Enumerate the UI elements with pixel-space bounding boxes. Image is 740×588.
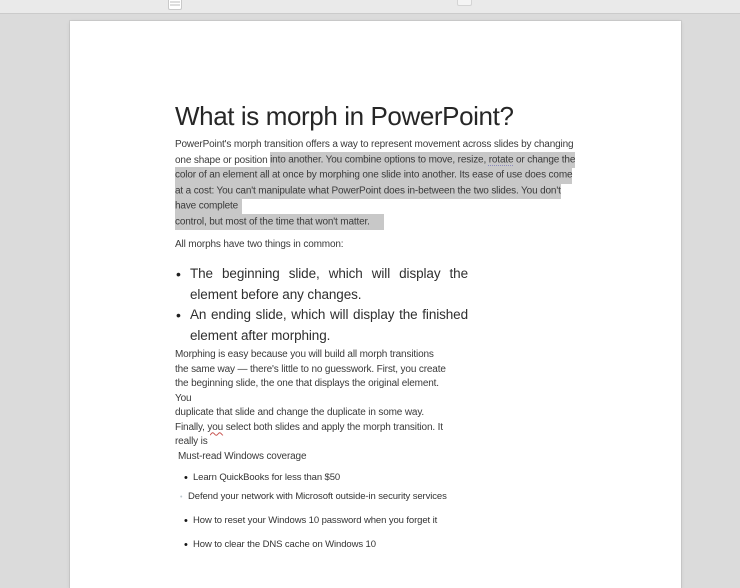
paragraph-line: duplicate that slide and change the duplicate in some way. xyxy=(175,407,425,418)
article-title: How to clear the DNS cache on Windows 10 xyxy=(193,539,376,550)
toolbar-fragment-line xyxy=(170,1,180,3)
selected-text-part: into another. You combine options to move, resize, xyxy=(270,154,489,166)
top-toolbar-strip xyxy=(0,0,740,14)
toolbar-fragment-icon-left[interactable] xyxy=(168,0,182,10)
intro-line xyxy=(175,153,575,169)
paragraph-text: select both slides and apply the morph transition. It xyxy=(223,421,443,433)
paragraph-line: Morphing is easy because you will build all morph transitions xyxy=(175,349,434,360)
spellcheck-underlined-word: you xyxy=(207,421,224,433)
intro-line xyxy=(175,137,575,153)
document-page[interactable] xyxy=(70,21,681,588)
intro-line xyxy=(175,199,575,215)
selected-text: color of an element all at once by morphing one slide into another. Its ease of use does come xyxy=(175,167,572,183)
selected-text-part: or change the xyxy=(513,154,576,166)
paragraph-text: Finally, xyxy=(175,421,208,433)
toolbar-fragment-line xyxy=(170,4,180,6)
intro-line xyxy=(175,168,575,184)
selected-text: control, but most of the time that won't matter. xyxy=(175,214,384,230)
paragraph-line xyxy=(175,421,446,436)
document-title: What is morph in PowerPoint? xyxy=(175,101,514,131)
bullet-icon: • xyxy=(184,515,188,527)
key-point-text: The beginning slide, which will display the element before any changes. xyxy=(190,266,468,302)
must-read-heading: Must-read Windows coverage xyxy=(178,450,307,462)
list-item xyxy=(176,264,468,305)
bullet-icon: • xyxy=(180,494,183,501)
article-title: Defend your network with Microsoft outside-in security services xyxy=(188,491,447,502)
paragraph-line: the same way — there's little to no guesswork. First, you create xyxy=(175,363,446,375)
intro-line xyxy=(175,184,575,200)
list-item xyxy=(176,305,468,346)
common-intro-line: All morphs have two things in common: xyxy=(175,239,344,250)
intro-text: PowerPoint's morph transition offers a way to represent movement across slides by changing xyxy=(175,139,574,150)
bullet-icon: • xyxy=(184,539,188,551)
list-item xyxy=(175,514,437,528)
bullet-icon: • xyxy=(184,472,188,484)
paragraph-line: really is xyxy=(175,436,208,447)
grammar-underlined-word: rotate xyxy=(488,154,514,166)
article-title: Learn QuickBooks for less than $50 xyxy=(193,472,341,483)
paragraph-line: the beginning slide, the one that displays the original element. xyxy=(175,378,439,389)
selected-text xyxy=(270,152,575,168)
list-item xyxy=(175,471,340,485)
intro-line xyxy=(175,215,575,231)
list-item xyxy=(175,538,376,552)
toolbar-fragment-icon-right[interactable] xyxy=(457,0,472,6)
selected-text: have complete xyxy=(175,198,242,214)
paragraph-line: You xyxy=(175,392,192,404)
bullet-icon: • xyxy=(176,307,181,323)
article-title: How to reset your Windows 10 password when you forget it xyxy=(193,515,438,526)
intro-paragraph xyxy=(175,137,575,230)
intro-text: one shape or position xyxy=(175,154,271,166)
key-point-text: An ending slide, which will display the finished element after morphing. xyxy=(190,307,468,343)
list-item xyxy=(175,490,447,504)
selected-text: at a cost: You can't manipulate what PowerPoint does in-between the two slides. You don't xyxy=(175,183,561,199)
key-points-list xyxy=(176,264,468,346)
bullet-icon: • xyxy=(176,266,181,282)
how-it-works-paragraph xyxy=(175,348,446,464)
